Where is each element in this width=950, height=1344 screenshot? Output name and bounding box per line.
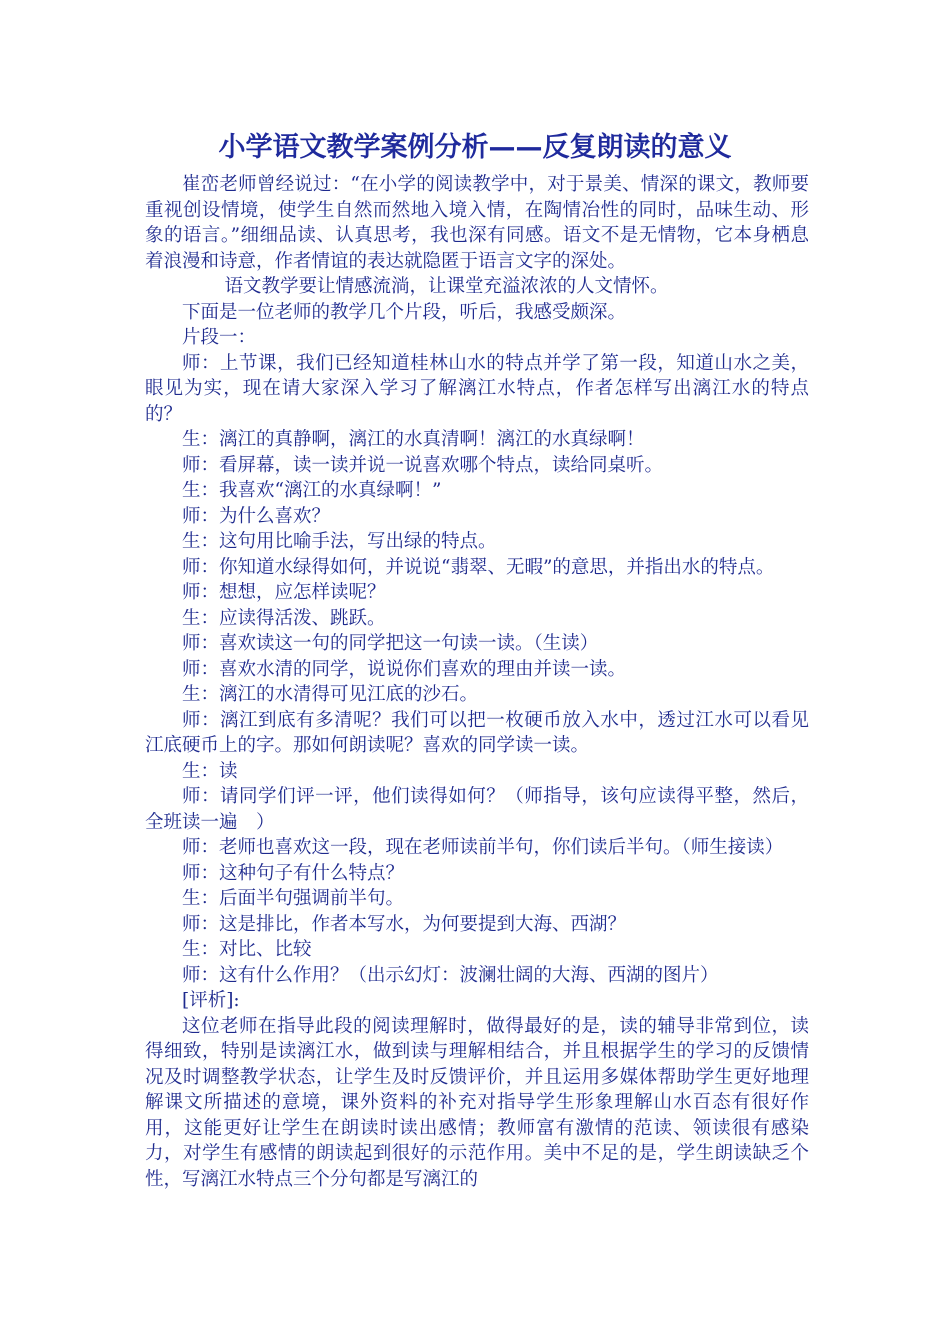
paragraph: 生：漓江的真静啊，漓江的水真清啊！漓江的水真绿啊！ — [182, 429, 645, 450]
paragraph: 师：老师也喜欢这一段，现在老师读前半句，你们读后半句。（师生接读） — [182, 837, 784, 858]
document-body — [145, 172, 809, 1192]
paragraph: 师：喜欢水清的同学，说说你们喜欢的理由并读一读。 — [182, 658, 627, 680]
paragraph: 生：漓江的水清得可见江底的沙石。 — [182, 684, 479, 705]
paragraph: 师：你知道水绿得如何，并说说“翡翠、无暇”的意思，并指出水的特点。 — [182, 556, 775, 578]
paragraph: 下面是一位老师的教学几个片段，听后，我感受颇深。 — [182, 301, 627, 323]
paragraph: 师：漓江到底有多清呢？我们可以把一枚硬币放入水中，透过江水可以看见江底硬币上的字。那如何朗读呢？喜欢的同学读一读。 — [145, 709, 809, 756]
paragraph: [评析]: — [182, 990, 240, 1011]
paragraph: 生：读 — [182, 760, 238, 782]
paragraph: 生：后面半句强调前半句。 — [182, 888, 405, 909]
paragraph: 师：喜欢读这一句的同学把这一句读一读。（生读） — [182, 633, 599, 654]
paragraph: 生：这句用比喻手法，写出绿的特点。 — [182, 531, 497, 552]
paragraph: 生：对比、比较 — [182, 939, 312, 960]
paragraph: 语文教学要让情感流淌，让课堂充溢浓浓的人文情怀。 — [224, 276, 669, 297]
paragraph: 片段一： — [182, 327, 257, 348]
paragraph: 师：为什么喜欢？ — [182, 505, 331, 527]
paragraph: 师：请同学们评一评，他们读得如何？（师指导，该句应读得平整，然后，全班读一遍 ） — [145, 786, 809, 833]
document-title: 小学语文教学案例分析——反复朗读的意义 — [218, 132, 732, 163]
paragraph: 崔峦老师曾经说过：“在小学的阅读教学中，对于景美、情深的课文，教师要重视创设情境，使学生自然而然地入境入情，在陶情冶性的同时，品味生动、形象的语言。”细细品读、认真思考，我也深有同感。语文不是无情物，它本身栖息着浪漫和诗意，作者情谊的表达就隐匿于语言文字的深处。 — [145, 174, 809, 272]
paragraph: 生：应读得活泼、跳跃。 — [182, 607, 386, 629]
paragraph: 师：看屏幕，读一读并说一说喜欢哪个特点，读给同桌听。 — [182, 454, 664, 476]
paragraph: 生：我喜欢“漓江的水真绿啊！” — [182, 480, 442, 501]
paragraph: 师：这种句子有什么特点？ — [182, 862, 405, 884]
paragraph: 师：上节课，我们已经知道桂林山水的特点并学了第一段，知道山水之美，眼见为实，现在请大家深入学习了解漓江水特点，作者怎样写出漓江水的特点的？ — [145, 352, 809, 425]
paragraph: 师：这有什么作用？（出示幻灯：波澜壮阔的大海、西湖的图片） — [182, 964, 719, 986]
paragraph: 这位老师在指导此段的阅读理解时，做得最好的是，读的辅导非常到位，读得细致，特别是读漓江水，做到读与理解相结合，并且根据学生的学习的反馈情况及时调整教学状态，让学生及时反馈评价，并且运用多媒体帮助学生更好地理解课文所描述的意境，课外资料的补充对指导学生形象理解山水百态有很好作用，这能更好让学生在朗读时读出感情；教师富有激情的范读、领读很有感染力，对学生有感情的朗读起到很好的示范作用。美中不足的是，学生朗读缺乏个性，写漓江水特点三个分句都是写漓江的 — [145, 1015, 809, 1190]
paragraph: 师：想想，应怎样读呢？ — [182, 582, 386, 603]
paragraph: 师：这是排比，作者本写水，为何要提到大海、西湖？ — [182, 913, 627, 935]
